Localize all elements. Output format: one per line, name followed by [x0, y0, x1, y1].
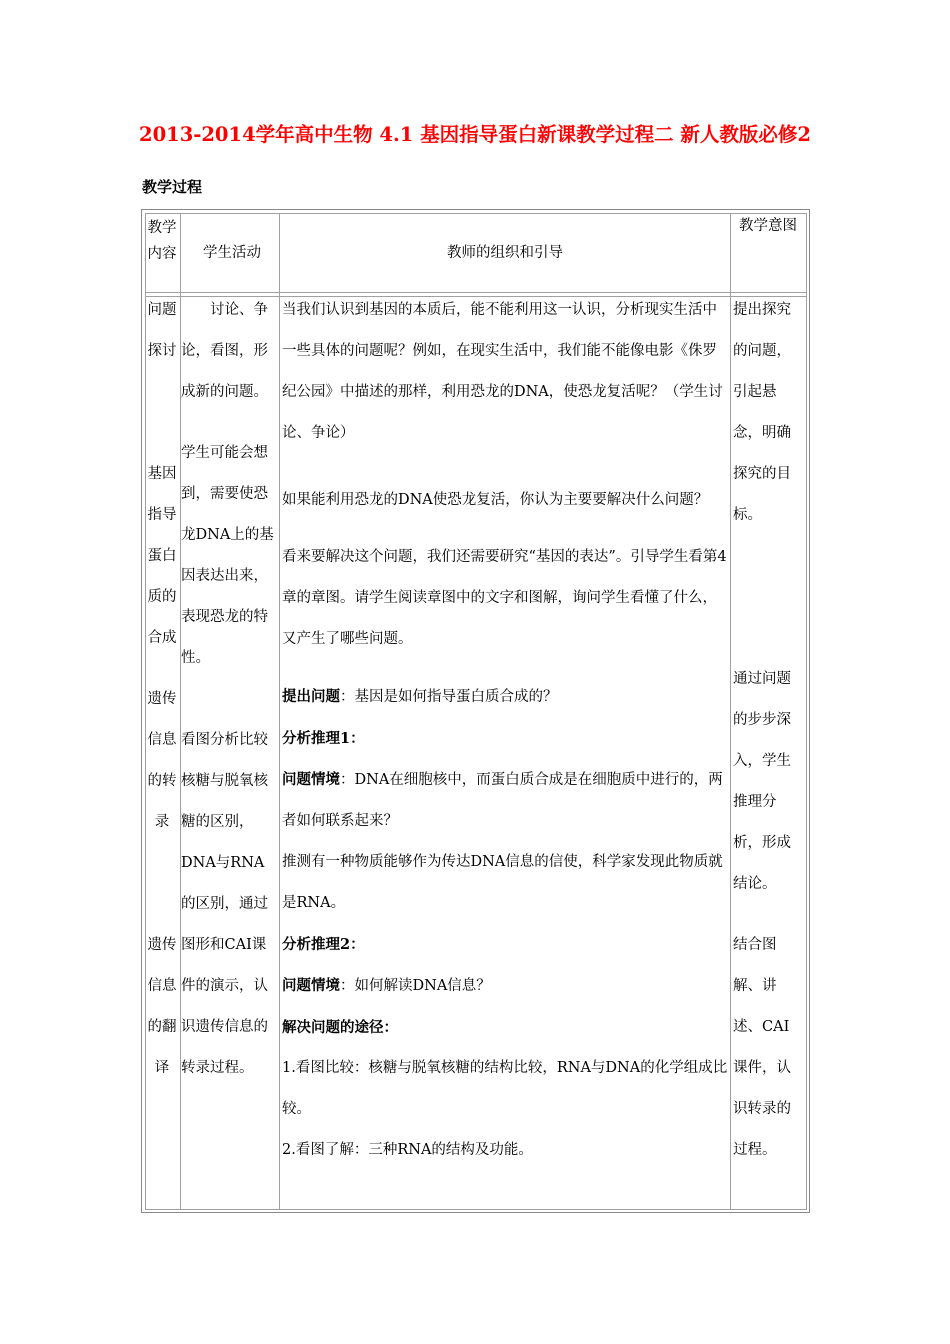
column-divider [730, 213, 731, 1210]
situation-2 [282, 965, 728, 1007]
header-teacher-guidance: 教师的组织和引导 [447, 245, 563, 261]
guidance-paragraph: 如果能利用恐龙的DNA使恐龙复活，你认为主要要解决什么问题？ [282, 492, 709, 508]
solve-step: 1.看图比较：核糖与脱氧核糖的结构比较，RNA与DNA的化学组成比较。 [282, 1060, 728, 1117]
spacer [181, 413, 277, 433]
table-border-top [145, 213, 806, 214]
spacer [146, 372, 178, 413]
raise-label: 提出问题 [282, 688, 340, 705]
spacer [282, 521, 728, 537]
guidance-paragraph: 当我们认识到基因的本质后，能不能利用这一认识，分析现实生活中一些具体的问题呢？例如，在现实生活中，我们能不能像电影《侏罗纪公园》中描述的那样，利用恐龙的DNA，使恐龙复活呢？（学生讨论、争论） [282, 302, 723, 441]
intent-item: 结合图解、讲述、CAI课件，认识转录的过程。 [733, 937, 791, 1158]
section-label: 教学过程 [142, 178, 203, 196]
content-item: 基因指导蛋白质的合成 [147, 466, 177, 646]
spacer [146, 843, 178, 925]
spacer [733, 905, 803, 925]
spacer [146, 413, 178, 454]
content-item: 遗传信息的翻译 [147, 937, 177, 1076]
document-title: 2013-2014学年高中生物 4.1 基因指导蛋白新课教学过程二 新人教版必修2 [139, 123, 811, 146]
column-divider [806, 213, 807, 1210]
student-activity-column [181, 290, 277, 1089]
table-border-bottom [145, 1209, 806, 1210]
spacer [146, 659, 178, 679]
spacer [282, 454, 728, 480]
header-student-activity: 学生活动 [203, 245, 261, 261]
teacher-guidance-column [282, 290, 728, 1171]
situation-1 [282, 759, 728, 842]
teaching-intent-column [733, 290, 803, 1171]
column-divider [279, 213, 280, 1210]
spacer [282, 660, 728, 676]
raise-text: ：基因是如何指导蛋白质合成的？ [340, 689, 558, 705]
header-teaching-content: 教学内容 [147, 220, 177, 262]
intent-item: 提出探究的问题，引起悬念，明确探究的目标。 [733, 302, 791, 523]
intent-item: 通过问题的步步深入，学生推理分析，形成结论。 [733, 671, 791, 892]
activity-item: 学生可能会想到，需要使恐龙DNA上的基因表达出来，表现恐龙的特性。 [181, 445, 274, 666]
analysis-heading: 分析推理2： [282, 936, 365, 953]
spacer [733, 536, 803, 659]
content-item: 问题探讨 [147, 302, 177, 359]
spacer [181, 679, 277, 720]
header-teaching-intent: 教学意图 [739, 218, 797, 234]
situation-text: ：如何解读DNA信息？ [340, 978, 491, 994]
solve-heading: 解决问题的途径： [282, 1019, 398, 1036]
situation-label: 问题情境 [282, 771, 340, 788]
activity-item: 看图分析比较核糖与脱氧核糖的区别，DNA与RNA的区别，通过图形和CAI课件的演示，认识遗传信息的转录过程。 [181, 732, 268, 1076]
solve-step: 2.看图了解：三种RNA的结构及功能。 [282, 1142, 533, 1158]
content-item: 遗传信息的转录 [147, 691, 177, 830]
inference-paragraph: 推测有一种物质能够作为传达DNA信息的信使，科学家发现此物质就是RNA。 [282, 854, 723, 911]
guidance-paragraph: 看来要解决这个问题，我们还需要研究“基因的表达”。引导学生看第4章的章图。请学生阅读章图中的文字和图解，询问学生看懂了什么，又产生了哪些问题。 [282, 549, 727, 647]
analysis-heading: 分析推理1： [282, 730, 365, 747]
raise-question [282, 676, 728, 718]
situation-label: 问题情境 [282, 977, 340, 994]
content-column [146, 290, 178, 1089]
situation-text: ：DNA在细胞核中，而蛋白质合成是在细胞质中进行的，两者如何联系起来？ [282, 772, 723, 829]
activity-item: 讨论、争论，看图，形成新的问题。 [181, 302, 268, 400]
